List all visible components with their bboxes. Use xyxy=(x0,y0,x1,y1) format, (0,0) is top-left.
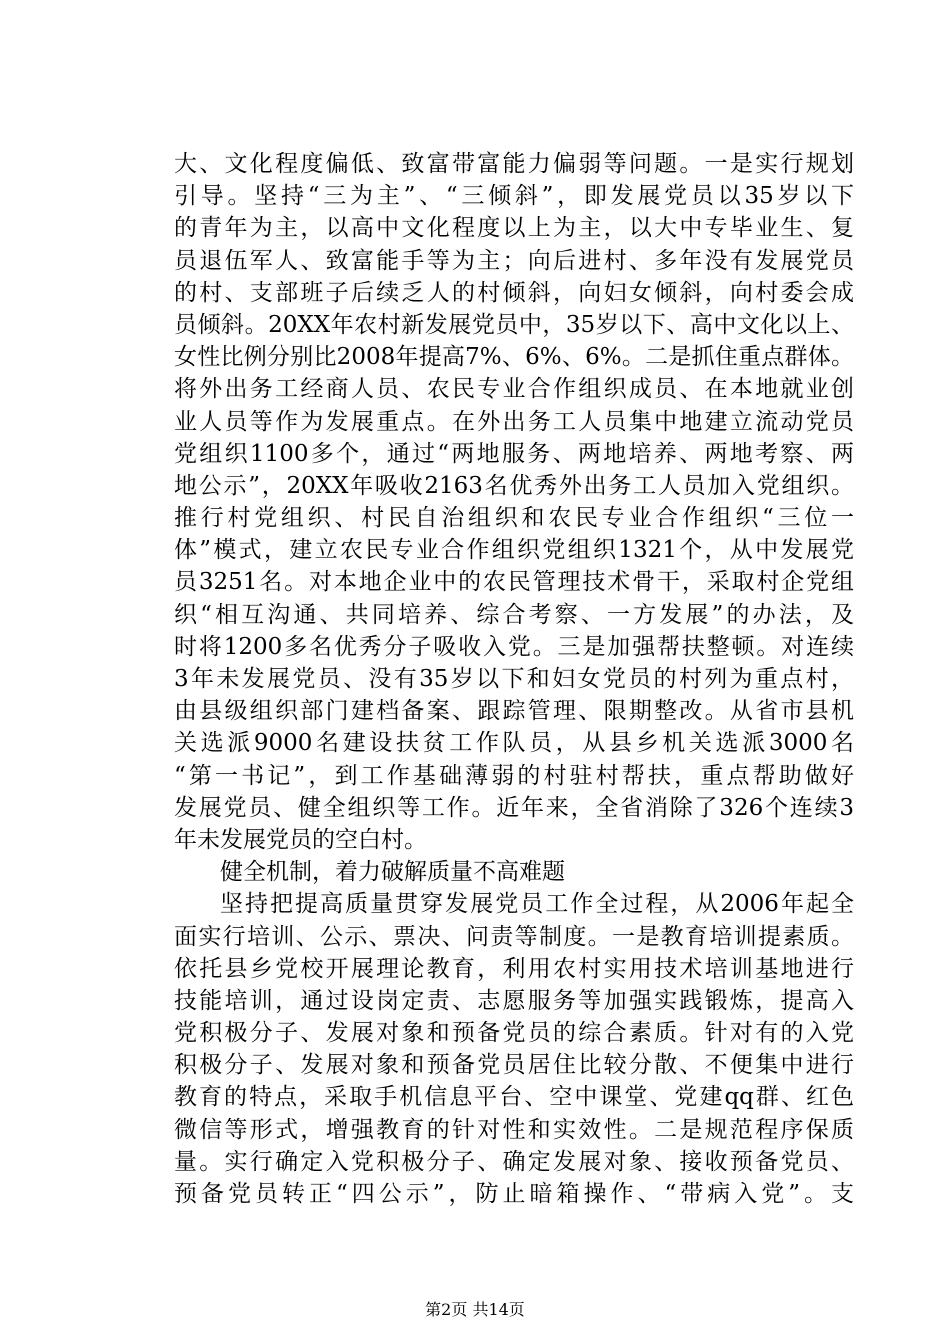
text-line: 引导。坚持“三为主”、“三倾斜”，即发展党员以35岁以下 xyxy=(174,183,854,210)
text-line: 业人员等作为发展重点。在外出务工人员集中地建立流动党员 xyxy=(174,408,854,435)
page-footer: 第2页 共14页 xyxy=(425,1300,525,1319)
text-line: 发展党员、健全组织等工作。近年来，全省消除了326个连续3 xyxy=(174,794,854,821)
text-line: 织“相互沟通、共同培养、综合考察、一方发展”的办法，及 xyxy=(174,601,854,628)
text-line: 面实行培训、公示、票决、问责等制度。一是教育培训提素质。 xyxy=(174,923,854,950)
text-line: 员倾斜。20XX年农村新发展党员中，35岁以下、高中文化以上、 xyxy=(174,311,854,338)
text-line: 将外出务工经商人员、农民专业合作组织成员、在本地就业创 xyxy=(174,376,854,403)
text-line: 的村、支部班子后续乏人的村倾斜，向妇女倾斜，向村委会成 xyxy=(174,279,854,306)
text-line: 技能培训，通过设岗定责、志愿服务等加强实践锻炼，提高入 xyxy=(174,987,854,1014)
text-line: 关选派9000名建设扶贫工作队员，从县乡机关选派3000名 xyxy=(174,730,854,757)
text-line: 教育的特点，采取手机信息平台、空中课堂、党建qq群、红色 xyxy=(174,1084,854,1111)
text-line: 量。实行确定入党积极分子、确定发展对象、接收预备党员、 xyxy=(174,1148,854,1175)
text-line: 女性比例分别比2008年提高7%、6%、6%。二是抓住重点群体。 xyxy=(174,344,854,371)
text-line: 员退伍军人、致富能手等为主；向后进村、多年没有发展党员 xyxy=(174,247,854,274)
text-line: 党组织1100多个，通过“两地服务、两地培养、两地考察、两 xyxy=(174,440,854,467)
text-line: 的青年为主，以高中文化程度以上为主，以大中专毕业生、复 xyxy=(174,215,854,242)
text-line: 时将1200多名优秀分子吸收入党。三是加强帮扶整顿。对连续 xyxy=(174,633,854,660)
text-line: 大、文化程度偏低、致富带富能力偏弱等问题。一是实行规划 xyxy=(174,151,854,177)
text-line: 坚持把提高质量贯穿发展党员工作全过程，从2006年起全 xyxy=(220,891,854,918)
text-line: “第一书记”，到工作基础薄弱的村驻村帮扶，重点帮助做好 xyxy=(174,762,854,789)
text-line: 3年未发展党员、没有35岁以下和妇女党员的村列为重点村， xyxy=(174,666,854,692)
text-line: 推行村党组织、村民自治组织和农民专业合作组织“三位一 xyxy=(174,505,854,532)
text-line: 依托县乡党校开展理论教育，利用农村实用技术培训基地进行 xyxy=(174,955,854,982)
text-line: 体”模式，建立农民专业合作组织党组织1321个，从中发展党 xyxy=(174,537,854,564)
text-line: 由县级组织部门建档备案、跟踪管理、限期整改。从省市县机 xyxy=(174,698,854,725)
text-line: 员3251名。对本地企业中的农民管理技术骨干，采取村企党组 xyxy=(174,569,854,596)
section-heading: 健全机制，着力破解质量不高难题 xyxy=(220,859,565,886)
text-line: 党积极分子、发展对象和预备党员的综合素质。针对有的入党 xyxy=(174,1020,854,1047)
text-line: 预备党员转正“四公示”，防止暗箱操作、“带病入党”。支 xyxy=(174,1181,854,1207)
text-line: 积极分子、发展对象和预备党员居住比较分散、不便集中进行 xyxy=(174,1052,854,1079)
text-line: 微信等形式，增强教育的针对性和实效性。二是规范程序保质 xyxy=(174,1116,854,1143)
text-line: 地公示”，20XX年吸收2163名优秀外出务工人员加入党组织。 xyxy=(174,472,854,499)
text-line: 年未发展党员的空白村。 xyxy=(174,826,427,853)
body-text xyxy=(174,148,854,1210)
